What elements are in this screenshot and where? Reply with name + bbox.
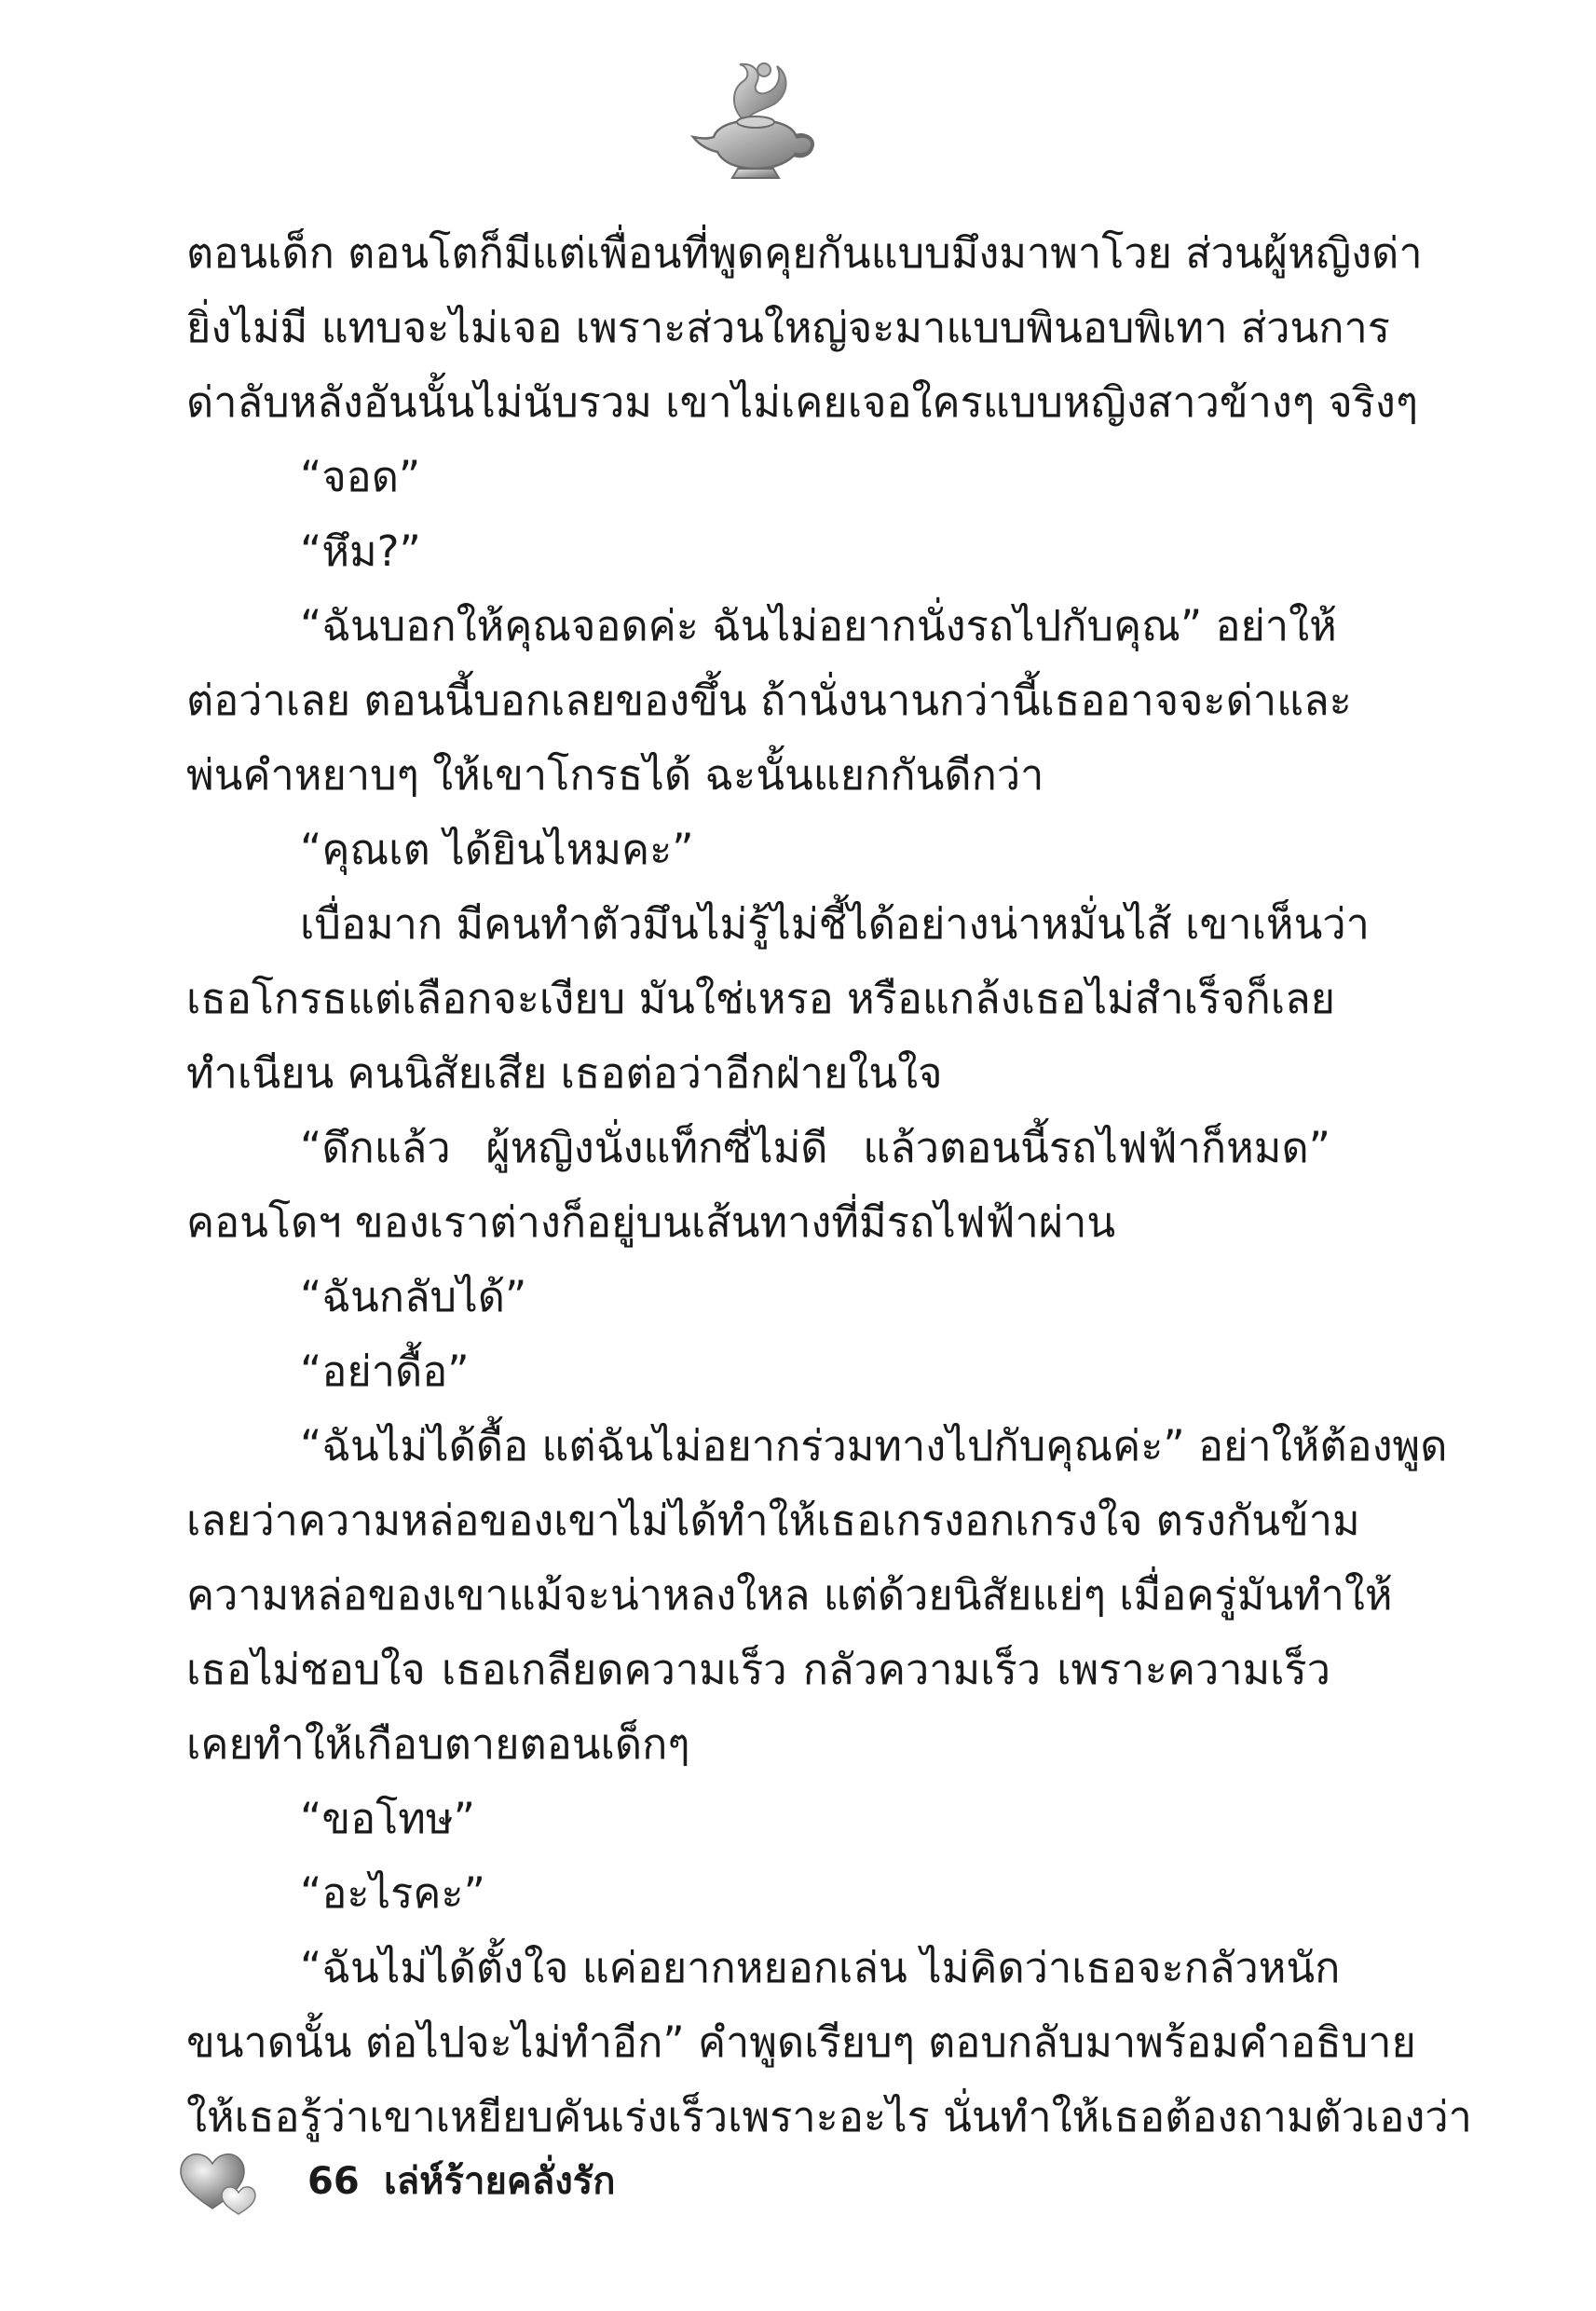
text-line: ทำเนียน คนนิสัยเสีย เธอต่อว่าอีกฝ่ายในใจ — [186, 1048, 943, 1098]
text-line: เคยทำให้เกือบตายตอนเด็กๆ — [186, 1719, 690, 1769]
text-line: “ฉันไม่ได้ตั้งใจ แค่อยากหยอกเล่น ไม่คิดว่าเธอจะกลัวหนัก — [300, 1943, 1341, 1992]
text-line: ให้เธอรู้ว่าเขาเหยียบคันเร่งเร็วเพราะอะไร นั่นทำให้เธอต้องถามตัวเองว่า — [186, 2092, 1472, 2141]
text-line: ต่อว่าเลย ตอนนี้บอกเลยของขึ้น ถ้านั่งนานกว่านี้เธออาจจะด่าและ — [186, 676, 1352, 725]
text-line: ยิ่งไม่มี แทบจะไม่เจอ เพราะส่วนใหญ่จะมาแบบพินอบพิเทา ส่วนการ — [186, 303, 1390, 352]
hearts-icon — [177, 2143, 261, 2218]
text-line: “ขอโทษ” — [300, 1794, 475, 1843]
text-line: เลยว่าความหล่อของเขาไม่ได้ทำให้เธอเกรงอกเกรงใจ ตรงกันข้าม — [186, 1496, 1360, 1545]
text-line: ด่าลับหลังอันนั้นไม่นับรวม เขาไม่เคยเจอใครแบบหญิงสาวข้างๆ จริงๆ — [186, 377, 1419, 427]
text-line: “ฉันบอกให้คุณจอดค่ะ ฉันไม่อยากนั่งรถไปกับคุณ” อย่าให้ — [300, 601, 1337, 650]
text-line: คอนโดฯ ของเราต่างก็อยู่บนเส้นทางที่มีรถไฟฟ้าผ่าน — [186, 1197, 1116, 1247]
text-line: “ดึกแล้ว ผู้หญิงนั่งแท็กซี่ไม่ดี แล้วตอนนี้รถไฟฟ้าก็หมด” — [300, 1123, 1330, 1172]
text-line: เบื่อมาก มีคนทำตัวมึนไม่รู้ไม่ชี้ได้อย่างน่าหมั่นไส้ เขาเห็นว่า — [300, 899, 1370, 949]
body-text — [186, 216, 1472, 2154]
text-line: ตอนเด็ก ตอนโตก็มีแต่เพื่อนที่พูดคุยกันแบบมึงมาพาโวย ส่วนผู้หญิงด่า — [186, 228, 1423, 278]
text-line: “จอด” — [300, 452, 421, 501]
page-footer — [177, 2143, 736, 2236]
text-line: ความหล่อของเขาแม้จะน่าหลงใหล แต่ด้วยนิสัยแย่ๆ เมื่อครู่มันทำให้ — [186, 1570, 1393, 1620]
text-line: “คุณเต ได้ยินไหมคะ” — [300, 825, 694, 874]
text-line: เธอไม่ชอบใจ เธอเกลียดความเร็ว กลัวความเร็ว เพราะความเร็ว — [186, 1645, 1330, 1694]
text-line: พ่นคำหยาบๆ ให้เขาโกรธได้ ฉะนั้นแยกกันดีกว่า — [186, 750, 1044, 800]
text-line: “อะไรคะ” — [300, 1868, 485, 1918]
text-line: “อย่าดื้อ” — [300, 1347, 470, 1396]
text-line: ขนาดนั้น ต่อไปจะไม่ทำอีก” คำพูดเรียบๆ ตอบกลับมาพร้อมคำอธิบาย — [186, 2017, 1416, 2067]
text-line: “ฉันไม่ได้ดื้อ แต่ฉันไม่อยากร่วมทางไปกับคุณค่ะ” อย่าให้ต้องพูด — [300, 1421, 1448, 1470]
book-title: เล่ห์ร้ายคลั่งรัก — [384, 2160, 616, 2203]
page-number: 66 — [307, 2160, 360, 2203]
text-line: เธอโกรธแต่เลือกจะเงียบ มันใช่เหรอ หรือแกล้งเธอไม่สำเร็จก็เลย — [186, 974, 1336, 1023]
text-line: “หึม?” — [300, 526, 421, 576]
genie-lamp-icon — [686, 51, 825, 182]
text-line: “ฉันกลับได้” — [300, 1272, 527, 1321]
